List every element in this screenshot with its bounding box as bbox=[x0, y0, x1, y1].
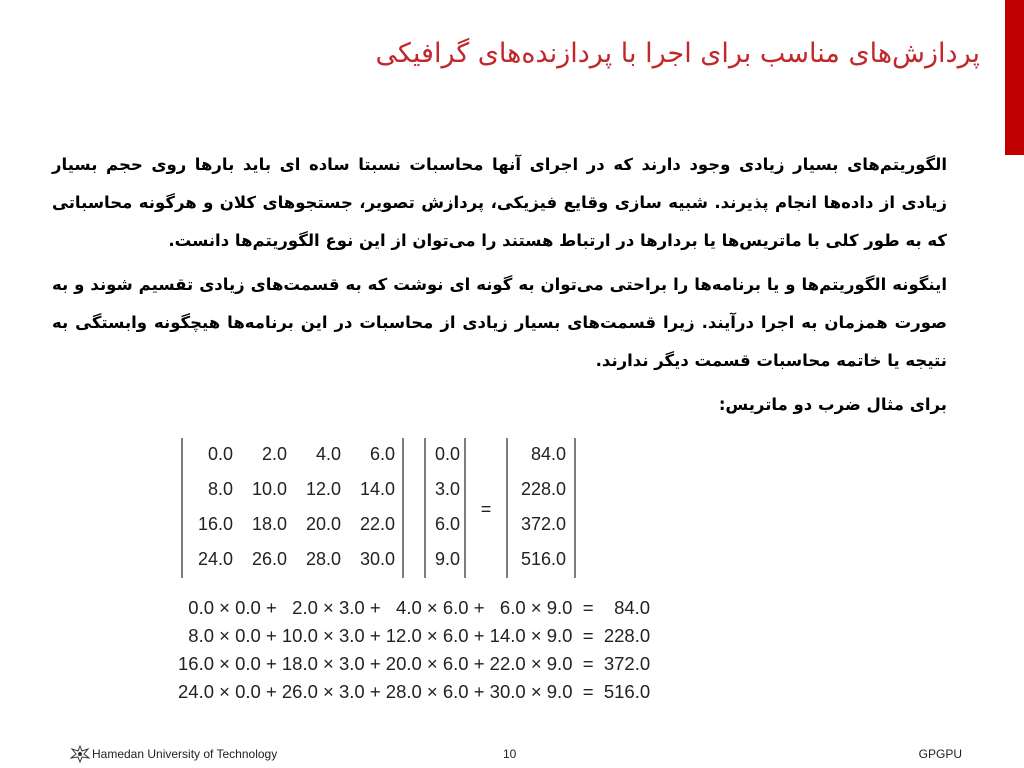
accent-bar bbox=[1005, 0, 1024, 155]
slide-body bbox=[52, 146, 947, 430]
result-cell: 516.0 bbox=[520, 549, 566, 569]
institution-name: Hamedan University of Technology bbox=[92, 747, 278, 761]
matrix-a-cell: 24.0 bbox=[197, 549, 233, 569]
matrix-a-cell: 18.0 bbox=[251, 514, 287, 534]
equation-row: 24.0 × 0.0 + 26.0 × 3.0 + 28.0 × 6.0 + 30.0 × 9.0 = 516.0 bbox=[178, 681, 651, 702]
matrix-a-cell: 14.0 bbox=[359, 479, 395, 499]
matrix-a-cell: 4.0 bbox=[315, 444, 341, 464]
vector-x-cell: 3.0 bbox=[434, 479, 460, 499]
matrix-a-cell: 20.0 bbox=[305, 514, 341, 534]
matrix-a-cell: 10.0 bbox=[251, 479, 287, 499]
matrix-a-cell: 28.0 bbox=[305, 549, 341, 569]
slide-title: پردازش‌های مناسب برای اجرا با پردازنده‌های گرافیکی bbox=[375, 38, 980, 69]
course-name: GPGPU bbox=[918, 747, 962, 761]
example-label: برای مثال ضرب دو ماتریس: bbox=[718, 395, 947, 414]
result-cell: 372.0 bbox=[520, 514, 566, 534]
matrix-a-cell: 6.0 bbox=[369, 444, 395, 464]
university-logo-icon bbox=[70, 745, 90, 763]
vector-x-cell: 6.0 bbox=[434, 514, 460, 534]
equation-row: 8.0 × 0.0 + 10.0 × 3.0 + 12.0 × 6.0 + 14.0 × 9.0 = 228.0 bbox=[178, 625, 651, 646]
expanded-equations bbox=[178, 594, 718, 706]
matrix-a-cell: 16.0 bbox=[197, 514, 233, 534]
matrix-a-cell: 8.0 bbox=[207, 479, 233, 499]
result-cell: 228.0 bbox=[520, 479, 566, 499]
vector-x-cell: 9.0 bbox=[434, 549, 460, 569]
matrix-a-cell: 12.0 bbox=[305, 479, 341, 499]
result-cell: 84.0 bbox=[530, 444, 566, 464]
paragraph-2: اینگونه الگوریتم‌ها و یا برنامه‌ها را براحتی می‌توان به گونه ای نوشت که به قسمت‌های زیادی تقسیم شوند و به صورت همزمان به اجرا درآیند. زیرا قسمت‌های بسیار زیادی از محاسبات در این برنامه‌ها هیچگونه وابستگی به نتیجه یا خاتمه محاسبات قسمت دیگر ندارند. bbox=[52, 275, 947, 370]
matrix-a-cell: 22.0 bbox=[359, 514, 395, 534]
equation-row: 0.0 × 0.0 + 2.0 × 3.0 + 4.0 × 6.0 + 6.0 × 9.0 = 84.0 bbox=[178, 597, 651, 618]
slide-footer bbox=[0, 745, 1024, 765]
matrix-a-cell: 0.0 bbox=[207, 444, 233, 464]
matrix-multiplication-figure bbox=[170, 432, 590, 582]
paragraph-1: الگوریتم‌های بسیار زیادی وجود دارند که در اجرای آنها محاسبات نسبتا ساده ای باید بارها روی حجم بسیار زیادی از داده‌ها انجام پذیرند. شبیه سازی وقایع فیزیکی، پردازش تصویر، جستجوهای کلان و هرگونه محاسباتی که به طور کلی با ماتریس‌ها یا بردارها در ارتباط هستند را می‌توان از این نوع الگوریتم‌ها دانست. bbox=[52, 155, 947, 250]
equals-sign: = bbox=[480, 499, 492, 519]
vector-x-cell: 0.0 bbox=[434, 444, 460, 464]
matrix-a-cell: 26.0 bbox=[251, 549, 287, 569]
matrix-a-cell: 2.0 bbox=[261, 444, 287, 464]
matrix-a-cell: 30.0 bbox=[359, 549, 395, 569]
equation-row: 16.0 × 0.0 + 18.0 × 3.0 + 20.0 × 6.0 + 22.0 × 9.0 = 372.0 bbox=[178, 653, 651, 674]
page-number: 10 bbox=[503, 747, 517, 761]
